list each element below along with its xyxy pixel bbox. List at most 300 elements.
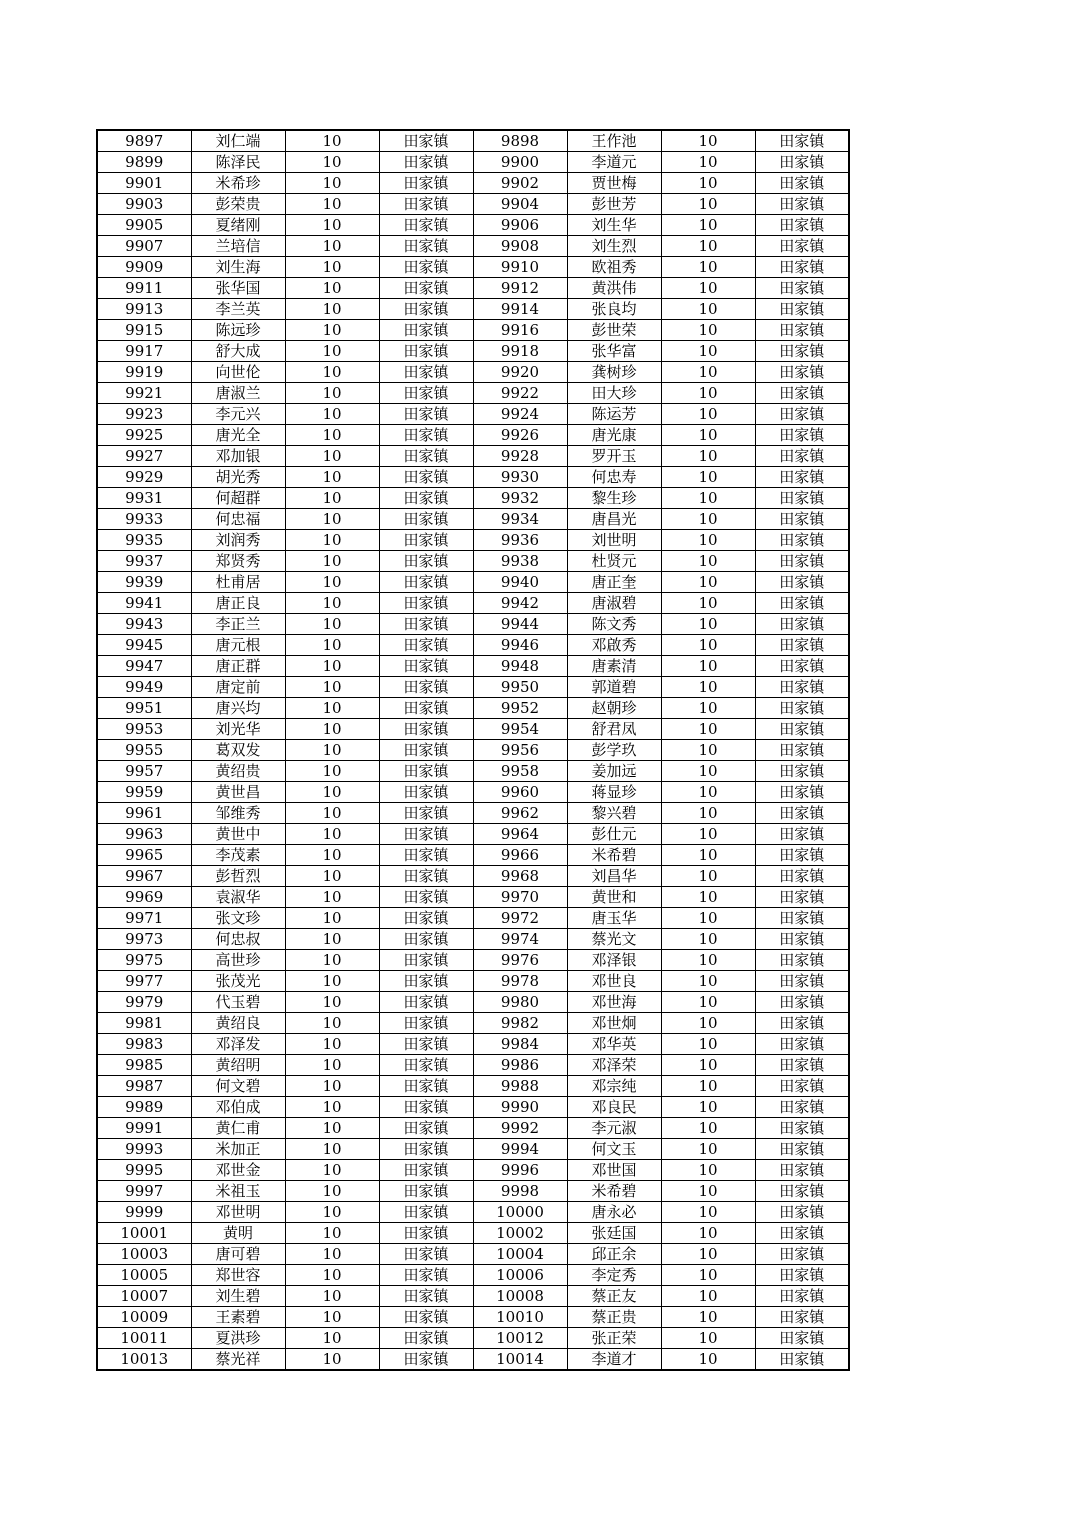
name-cell: 刘昌华	[567, 866, 661, 887]
name-cell: 黄明	[191, 1223, 285, 1244]
id-cell: 9961	[97, 803, 191, 824]
name-cell: 蔡光祥	[191, 1349, 285, 1371]
name-cell: 唐正良	[191, 593, 285, 614]
town-cell: 田家镇	[755, 1349, 849, 1371]
amount-cell: 10	[661, 488, 755, 509]
id-cell: 9987	[97, 1076, 191, 1097]
name-cell: 彭仕元	[567, 824, 661, 845]
table-row	[97, 1265, 849, 1286]
name-cell: 米希碧	[567, 1181, 661, 1202]
table-row	[97, 446, 849, 467]
table-row	[97, 1202, 849, 1223]
id-cell: 9935	[97, 530, 191, 551]
table-row	[97, 908, 849, 929]
table-row	[97, 467, 849, 488]
id-cell: 9996	[473, 1160, 567, 1181]
table-row	[97, 1118, 849, 1139]
town-cell: 田家镇	[379, 803, 473, 824]
amount-cell: 10	[661, 866, 755, 887]
id-cell: 9909	[97, 257, 191, 278]
id-cell: 9960	[473, 782, 567, 803]
town-cell: 田家镇	[755, 1034, 849, 1055]
name-cell: 唐可碧	[191, 1244, 285, 1265]
id-cell: 9984	[473, 1034, 567, 1055]
table-row	[97, 971, 849, 992]
amount-cell: 10	[285, 1265, 379, 1286]
name-cell: 张廷国	[567, 1223, 661, 1244]
name-cell: 唐光全	[191, 425, 285, 446]
name-cell: 兰培信	[191, 236, 285, 257]
town-cell: 田家镇	[379, 950, 473, 971]
amount-cell: 10	[285, 425, 379, 446]
name-cell: 彭学玖	[567, 740, 661, 761]
amount-cell: 10	[661, 509, 755, 530]
town-cell: 田家镇	[755, 908, 849, 929]
amount-cell: 10	[661, 425, 755, 446]
name-cell: 彭荣贵	[191, 194, 285, 215]
town-cell: 田家镇	[755, 278, 849, 299]
amount-cell: 10	[661, 677, 755, 698]
town-cell: 田家镇	[379, 1244, 473, 1265]
name-cell: 刘生华	[567, 215, 661, 236]
name-cell: 李兰英	[191, 299, 285, 320]
name-cell: 李茂素	[191, 845, 285, 866]
name-cell: 欧祖秀	[567, 257, 661, 278]
id-cell: 10000	[473, 1202, 567, 1223]
amount-cell: 10	[285, 1349, 379, 1371]
town-cell: 田家镇	[379, 425, 473, 446]
table-row	[97, 278, 849, 299]
amount-cell: 10	[285, 362, 379, 383]
town-cell: 田家镇	[755, 488, 849, 509]
id-cell: 10001	[97, 1223, 191, 1244]
town-cell: 田家镇	[755, 425, 849, 446]
amount-cell: 10	[661, 551, 755, 572]
amount-cell: 10	[285, 215, 379, 236]
town-cell: 田家镇	[379, 698, 473, 719]
amount-cell: 10	[285, 509, 379, 530]
id-cell: 10012	[473, 1328, 567, 1349]
town-cell: 田家镇	[755, 593, 849, 614]
id-cell: 9900	[473, 152, 567, 173]
name-cell: 向世伦	[191, 362, 285, 383]
id-cell: 10008	[473, 1286, 567, 1307]
amount-cell: 10	[285, 1328, 379, 1349]
amount-cell: 10	[285, 1160, 379, 1181]
amount-cell: 10	[661, 194, 755, 215]
town-cell: 田家镇	[379, 866, 473, 887]
name-cell: 杜甫居	[191, 572, 285, 593]
amount-cell: 10	[661, 1118, 755, 1139]
amount-cell: 10	[285, 929, 379, 950]
name-cell: 刘润秀	[191, 530, 285, 551]
id-cell: 9995	[97, 1160, 191, 1181]
town-cell: 田家镇	[379, 971, 473, 992]
town-cell: 田家镇	[379, 677, 473, 698]
id-cell: 10009	[97, 1307, 191, 1328]
table-row	[97, 803, 849, 824]
id-cell: 9958	[473, 761, 567, 782]
amount-cell: 10	[661, 593, 755, 614]
id-cell: 9990	[473, 1097, 567, 1118]
amount-cell: 10	[661, 173, 755, 194]
id-cell: 9936	[473, 530, 567, 551]
town-cell: 田家镇	[379, 887, 473, 908]
amount-cell: 10	[285, 1034, 379, 1055]
id-cell: 9982	[473, 1013, 567, 1034]
name-cell: 张茂光	[191, 971, 285, 992]
id-cell: 9910	[473, 257, 567, 278]
name-cell: 何忠寿	[567, 467, 661, 488]
amount-cell: 10	[285, 551, 379, 572]
amount-cell: 10	[661, 257, 755, 278]
table-row	[97, 992, 849, 1013]
name-cell: 李元淑	[567, 1118, 661, 1139]
town-cell: 田家镇	[755, 194, 849, 215]
id-cell: 9999	[97, 1202, 191, 1223]
town-cell: 田家镇	[379, 992, 473, 1013]
name-cell: 刘生碧	[191, 1286, 285, 1307]
name-cell: 舒大成	[191, 341, 285, 362]
name-cell: 田大珍	[567, 383, 661, 404]
name-cell: 邓啟秀	[567, 635, 661, 656]
amount-cell: 10	[285, 530, 379, 551]
amount-cell: 10	[285, 1202, 379, 1223]
table-row	[97, 1013, 849, 1034]
id-cell: 9998	[473, 1181, 567, 1202]
id-cell: 9985	[97, 1055, 191, 1076]
town-cell: 田家镇	[755, 740, 849, 761]
id-cell: 9932	[473, 488, 567, 509]
town-cell: 田家镇	[379, 1034, 473, 1055]
id-cell: 9941	[97, 593, 191, 614]
name-cell: 陈泽民	[191, 152, 285, 173]
id-cell: 9969	[97, 887, 191, 908]
id-cell: 9953	[97, 719, 191, 740]
table-row	[97, 383, 849, 404]
name-cell: 邓良民	[567, 1097, 661, 1118]
id-cell: 9921	[97, 383, 191, 404]
amount-cell: 10	[285, 572, 379, 593]
amount-cell: 10	[661, 971, 755, 992]
table-row	[97, 635, 849, 656]
town-cell: 田家镇	[755, 341, 849, 362]
name-cell: 何忠叔	[191, 929, 285, 950]
town-cell: 田家镇	[379, 152, 473, 173]
id-cell: 10004	[473, 1244, 567, 1265]
town-cell: 田家镇	[379, 635, 473, 656]
amount-cell: 10	[285, 320, 379, 341]
town-cell: 田家镇	[755, 215, 849, 236]
id-cell: 9902	[473, 173, 567, 194]
id-cell: 9917	[97, 341, 191, 362]
name-cell: 黎生珍	[567, 488, 661, 509]
name-cell: 邱正余	[567, 1244, 661, 1265]
amount-cell: 10	[285, 824, 379, 845]
amount-cell: 10	[285, 635, 379, 656]
name-cell: 唐素清	[567, 656, 661, 677]
name-cell: 王素碧	[191, 1307, 285, 1328]
amount-cell: 10	[661, 383, 755, 404]
town-cell: 田家镇	[755, 1118, 849, 1139]
name-cell: 陈远珍	[191, 320, 285, 341]
town-cell: 田家镇	[379, 761, 473, 782]
town-cell: 田家镇	[379, 446, 473, 467]
table-row	[97, 404, 849, 425]
town-cell: 田家镇	[755, 299, 849, 320]
name-cell: 龚树珍	[567, 362, 661, 383]
amount-cell: 10	[661, 530, 755, 551]
town-cell: 田家镇	[379, 845, 473, 866]
name-cell: 蒋显珍	[567, 782, 661, 803]
name-cell: 邓泽发	[191, 1034, 285, 1055]
amount-cell: 10	[661, 467, 755, 488]
roster-table-container	[96, 129, 850, 1371]
table-row	[97, 593, 849, 614]
id-cell: 9937	[97, 551, 191, 572]
table-row	[97, 950, 849, 971]
table-row	[97, 194, 849, 215]
town-cell: 田家镇	[379, 257, 473, 278]
amount-cell: 10	[661, 215, 755, 236]
table-row	[97, 1034, 849, 1055]
id-cell: 9963	[97, 824, 191, 845]
name-cell: 夏绪刚	[191, 215, 285, 236]
table-row	[97, 152, 849, 173]
town-cell: 田家镇	[379, 1202, 473, 1223]
town-cell: 田家镇	[755, 362, 849, 383]
id-cell: 9912	[473, 278, 567, 299]
name-cell: 杜贤元	[567, 551, 661, 572]
amount-cell: 10	[285, 404, 379, 425]
amount-cell: 10	[661, 1265, 755, 1286]
table-row	[97, 824, 849, 845]
amount-cell: 10	[661, 446, 755, 467]
id-cell: 10013	[97, 1349, 191, 1371]
id-cell: 9898	[473, 130, 567, 152]
id-cell: 9931	[97, 488, 191, 509]
amount-cell: 10	[285, 1076, 379, 1097]
id-cell: 9954	[473, 719, 567, 740]
id-cell: 9934	[473, 509, 567, 530]
amount-cell: 10	[661, 278, 755, 299]
amount-cell: 10	[285, 383, 379, 404]
id-cell: 9933	[97, 509, 191, 530]
table-row	[97, 299, 849, 320]
town-cell: 田家镇	[379, 719, 473, 740]
id-cell: 9964	[473, 824, 567, 845]
amount-cell: 10	[285, 740, 379, 761]
id-cell: 9942	[473, 593, 567, 614]
town-cell: 田家镇	[755, 320, 849, 341]
amount-cell: 10	[661, 1160, 755, 1181]
id-cell: 9976	[473, 950, 567, 971]
id-cell: 9974	[473, 929, 567, 950]
id-cell: 9944	[473, 614, 567, 635]
table-row	[97, 677, 849, 698]
amount-cell: 10	[661, 1013, 755, 1034]
id-cell: 9946	[473, 635, 567, 656]
town-cell: 田家镇	[379, 215, 473, 236]
name-cell: 张华国	[191, 278, 285, 299]
id-cell: 9899	[97, 152, 191, 173]
id-cell: 9939	[97, 572, 191, 593]
amount-cell: 10	[285, 173, 379, 194]
id-cell: 9980	[473, 992, 567, 1013]
name-cell: 赵朝珍	[567, 698, 661, 719]
id-cell: 9916	[473, 320, 567, 341]
id-cell: 9940	[473, 572, 567, 593]
id-cell: 9950	[473, 677, 567, 698]
id-cell: 10002	[473, 1223, 567, 1244]
town-cell: 田家镇	[379, 1286, 473, 1307]
id-cell: 10006	[473, 1265, 567, 1286]
name-cell: 李正兰	[191, 614, 285, 635]
town-cell: 田家镇	[379, 1181, 473, 1202]
id-cell: 9988	[473, 1076, 567, 1097]
roster-table-body	[97, 130, 849, 1370]
town-cell: 田家镇	[755, 782, 849, 803]
amount-cell: 10	[285, 593, 379, 614]
name-cell: 陈运芳	[567, 404, 661, 425]
town-cell: 田家镇	[755, 1013, 849, 1034]
id-cell: 9970	[473, 887, 567, 908]
name-cell: 黄世昌	[191, 782, 285, 803]
name-cell: 李定秀	[567, 1265, 661, 1286]
table-row	[97, 866, 849, 887]
name-cell: 邹维秀	[191, 803, 285, 824]
amount-cell: 10	[285, 446, 379, 467]
amount-cell: 10	[661, 130, 755, 152]
amount-cell: 10	[661, 236, 755, 257]
amount-cell: 10	[661, 1076, 755, 1097]
amount-cell: 10	[285, 299, 379, 320]
name-cell: 黄绍明	[191, 1055, 285, 1076]
name-cell: 邓华英	[567, 1034, 661, 1055]
amount-cell: 10	[285, 1013, 379, 1034]
town-cell: 田家镇	[755, 404, 849, 425]
town-cell: 田家镇	[379, 1013, 473, 1034]
town-cell: 田家镇	[755, 1160, 849, 1181]
amount-cell: 10	[285, 152, 379, 173]
table-row	[97, 1097, 849, 1118]
name-cell: 何文碧	[191, 1076, 285, 1097]
table-row	[97, 173, 849, 194]
amount-cell: 10	[661, 845, 755, 866]
amount-cell: 10	[285, 782, 379, 803]
id-cell: 10003	[97, 1244, 191, 1265]
name-cell: 邓世良	[567, 971, 661, 992]
amount-cell: 10	[661, 656, 755, 677]
id-cell: 9922	[473, 383, 567, 404]
id-cell: 9923	[97, 404, 191, 425]
town-cell: 田家镇	[379, 509, 473, 530]
name-cell: 邓世金	[191, 1160, 285, 1181]
id-cell: 9978	[473, 971, 567, 992]
amount-cell: 10	[285, 467, 379, 488]
name-cell: 何忠福	[191, 509, 285, 530]
id-cell: 9903	[97, 194, 191, 215]
name-cell: 邓世国	[567, 1160, 661, 1181]
town-cell: 田家镇	[379, 1307, 473, 1328]
town-cell: 田家镇	[379, 1118, 473, 1139]
table-row	[97, 1055, 849, 1076]
town-cell: 田家镇	[379, 824, 473, 845]
amount-cell: 10	[285, 845, 379, 866]
id-cell: 9945	[97, 635, 191, 656]
name-cell: 胡光秀	[191, 467, 285, 488]
name-cell: 彭哲烈	[191, 866, 285, 887]
town-cell: 田家镇	[755, 1328, 849, 1349]
name-cell: 黄世和	[567, 887, 661, 908]
town-cell: 田家镇	[379, 130, 473, 152]
town-cell: 田家镇	[379, 1349, 473, 1371]
table-row	[97, 488, 849, 509]
id-cell: 9904	[473, 194, 567, 215]
amount-cell: 10	[661, 1244, 755, 1265]
amount-cell: 10	[661, 698, 755, 719]
table-row	[97, 1286, 849, 1307]
town-cell: 田家镇	[755, 152, 849, 173]
amount-cell: 10	[285, 992, 379, 1013]
name-cell: 黎兴碧	[567, 803, 661, 824]
amount-cell: 10	[285, 950, 379, 971]
amount-cell: 10	[661, 299, 755, 320]
name-cell: 邓泽银	[567, 950, 661, 971]
name-cell: 唐玉华	[567, 908, 661, 929]
town-cell: 田家镇	[379, 362, 473, 383]
name-cell: 刘仁端	[191, 130, 285, 152]
name-cell: 郑世容	[191, 1265, 285, 1286]
table-row	[97, 698, 849, 719]
amount-cell: 10	[661, 404, 755, 425]
town-cell: 田家镇	[755, 992, 849, 1013]
id-cell: 9919	[97, 362, 191, 383]
name-cell: 蔡正友	[567, 1286, 661, 1307]
table-row	[97, 236, 849, 257]
town-cell: 田家镇	[755, 236, 849, 257]
name-cell: 邓世明	[191, 1202, 285, 1223]
amount-cell: 10	[285, 656, 379, 677]
name-cell: 唐定前	[191, 677, 285, 698]
amount-cell: 10	[661, 1055, 755, 1076]
id-cell: 9907	[97, 236, 191, 257]
id-cell: 9972	[473, 908, 567, 929]
id-cell: 9975	[97, 950, 191, 971]
name-cell: 唐光康	[567, 425, 661, 446]
table-row	[97, 320, 849, 341]
town-cell: 田家镇	[755, 1097, 849, 1118]
town-cell: 田家镇	[755, 130, 849, 152]
table-row	[97, 1349, 849, 1371]
table-row	[97, 1139, 849, 1160]
town-cell: 田家镇	[755, 698, 849, 719]
amount-cell: 10	[285, 1181, 379, 1202]
id-cell: 9991	[97, 1118, 191, 1139]
table-row	[97, 257, 849, 278]
amount-cell: 10	[285, 257, 379, 278]
town-cell: 田家镇	[755, 383, 849, 404]
name-cell: 舒君凤	[567, 719, 661, 740]
town-cell: 田家镇	[755, 677, 849, 698]
id-cell: 9979	[97, 992, 191, 1013]
amount-cell: 10	[285, 488, 379, 509]
amount-cell: 10	[285, 761, 379, 782]
table-row	[97, 887, 849, 908]
name-cell: 刘生烈	[567, 236, 661, 257]
id-cell: 9915	[97, 320, 191, 341]
name-cell: 罗开玉	[567, 446, 661, 467]
